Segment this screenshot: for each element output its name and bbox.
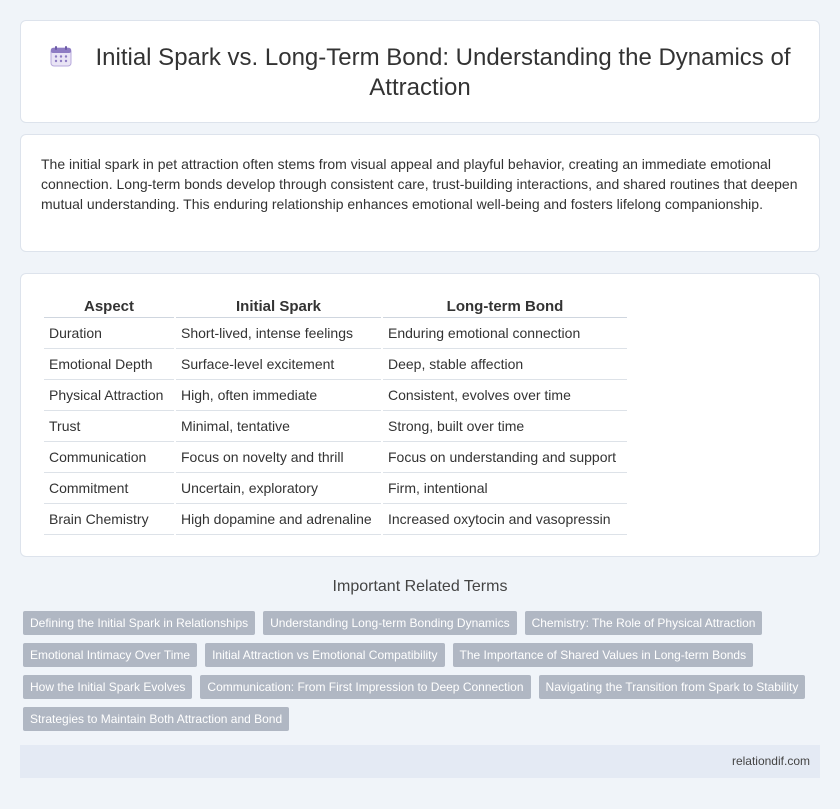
- cell-initial-spark: Uncertain, exploratory: [176, 473, 381, 504]
- cell-long-term-bond: Increased oxytocin and vasopressin: [383, 504, 627, 535]
- cell-aspect: Trust: [44, 411, 174, 442]
- table-row: [44, 411, 627, 442]
- table-header-row: [44, 296, 627, 318]
- cell-initial-spark: High, often immediate: [176, 380, 381, 411]
- tag-row: [23, 611, 823, 635]
- cell-long-term-bond: Consistent, evolves over time: [383, 380, 627, 411]
- cell-aspect: Commitment: [44, 473, 174, 504]
- cell-initial-spark: Focus on novelty and thrill: [176, 442, 381, 473]
- footer: [20, 745, 820, 778]
- tag-row: [23, 707, 823, 731]
- related-term-tag[interactable]: Understanding Long-term Bonding Dynamics: [263, 611, 516, 635]
- calendar-icon: [49, 44, 73, 68]
- table-row: [44, 380, 627, 411]
- cell-long-term-bond: Firm, intentional: [383, 473, 627, 504]
- cell-aspect: Brain Chemistry: [44, 504, 174, 535]
- header-initial-spark: Initial Spark: [176, 296, 381, 318]
- cell-aspect: Physical Attraction: [44, 380, 174, 411]
- tag-row: [23, 643, 823, 667]
- tag-row: [23, 675, 823, 699]
- related-term-tag[interactable]: Chemistry: The Role of Physical Attraction: [525, 611, 763, 635]
- page-title-text: Initial Spark vs. Long-Term Bond: Understanding the Dynamics of Attraction: [95, 44, 791, 101]
- table-row: [44, 442, 627, 473]
- site-name[interactable]: relationdif.com: [731, 754, 810, 768]
- cell-aspect: Communication: [44, 442, 174, 473]
- related-terms-title: Important Related Terms: [332, 578, 508, 595]
- table-row: [44, 349, 627, 380]
- related-term-tag[interactable]: Communication: From First Impression to Deep Connection: [200, 675, 530, 699]
- table-row: [44, 504, 627, 535]
- comparison-card: [20, 273, 820, 557]
- comparison-table: [42, 296, 629, 535]
- intro-card: [20, 134, 820, 252]
- cell-long-term-bond: Strong, built over time: [383, 411, 627, 442]
- cell-aspect: Duration: [44, 318, 174, 349]
- related-term-tag[interactable]: Strategies to Maintain Both Attraction and Bond: [23, 707, 289, 731]
- page-title: [41, 43, 799, 103]
- related-term-tag[interactable]: How the Initial Spark Evolves: [23, 675, 192, 699]
- intro-text: The initial spark in pet attraction often stems from visual appeal and playful behavior, creating an immediate emotional connection. Long-term bonds develop through consistent care, trust-building interactions, and shared routines that deepen mutual understanding. This enduring relationship enhances emotional well-being and fosters lifelong companionship.: [41, 156, 798, 212]
- related-term-tag[interactable]: Navigating the Transition from Spark to Stability: [539, 675, 806, 699]
- related-term-tag[interactable]: Emotional Intimacy Over Time: [23, 643, 197, 667]
- table-row: [44, 318, 627, 349]
- related-term-tag[interactable]: Initial Attraction vs Emotional Compatibility: [205, 643, 444, 667]
- related-term-tag[interactable]: Defining the Initial Spark in Relationships: [23, 611, 255, 635]
- cell-initial-spark: Minimal, tentative: [176, 411, 381, 442]
- header-card: [20, 20, 820, 123]
- cell-aspect: Emotional Depth: [44, 349, 174, 380]
- related-terms-list: [23, 611, 823, 739]
- header-long-term-bond: Long-term Bond: [383, 296, 627, 318]
- cell-initial-spark: Surface-level excitement: [176, 349, 381, 380]
- table-row: [44, 473, 627, 504]
- cell-long-term-bond: Focus on understanding and support: [383, 442, 627, 473]
- header-aspect: Aspect: [44, 296, 174, 318]
- cell-initial-spark: Short-lived, intense feelings: [176, 318, 381, 349]
- related-term-tag[interactable]: The Importance of Shared Values in Long-term Bonds: [453, 643, 754, 667]
- cell-long-term-bond: Deep, stable affection: [383, 349, 627, 380]
- cell-initial-spark: High dopamine and adrenaline: [176, 504, 381, 535]
- cell-long-term-bond: Enduring emotional connection: [383, 318, 627, 349]
